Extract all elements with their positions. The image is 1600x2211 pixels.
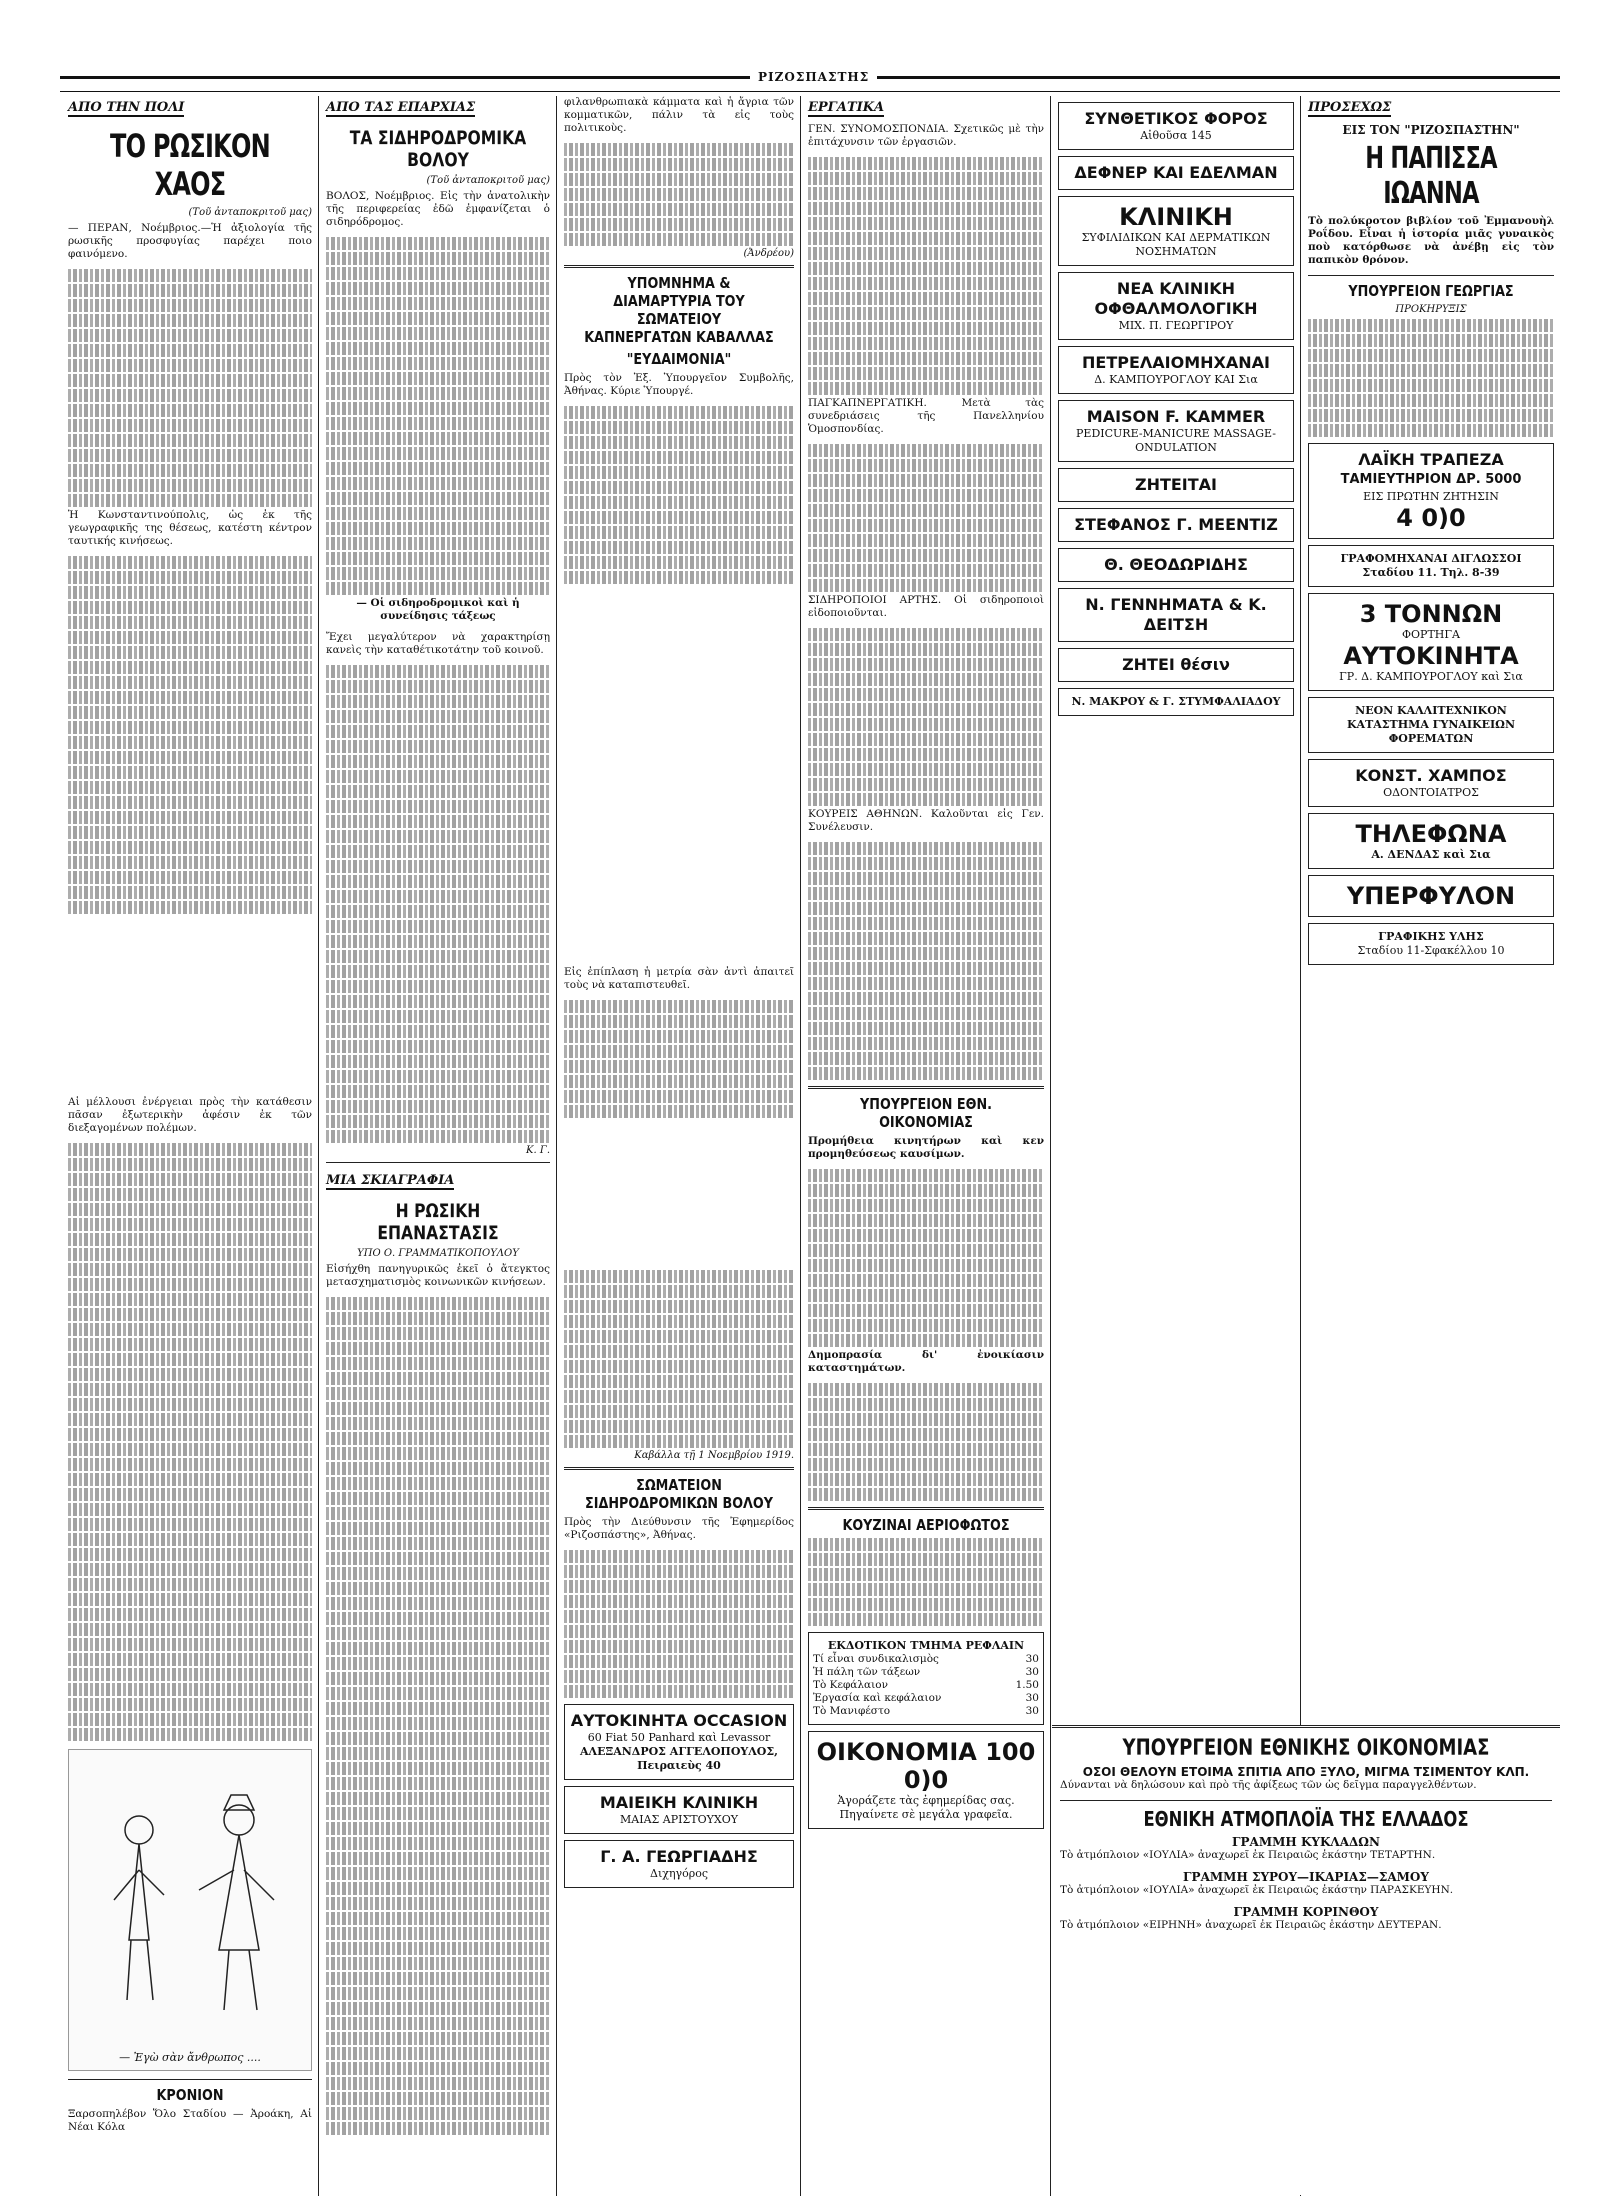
ad-title: Θ. ΘΕΟΔΩΡΙΔΗΣ <box>1104 555 1248 574</box>
article-title: ΤΑ ΣΙΔΗΡΟΔΡΟΜΙΚΑ ΒΟΛΟΥ <box>349 127 527 171</box>
feature-title: Η ΠΑΠΙΣΣΑ ΙΩΑΝΝΑ <box>1365 141 1497 211</box>
ad-contact: ΑΛΕΞΑΝΔΡΟΣ ΑΓΓΕΛΟΠΟΥΛΟΣ, Πειραιεὺς 40 <box>580 1745 778 1772</box>
bottom-notices <box>1052 1725 1560 2195</box>
article-lead: Πρὸς τὸν Ἐξ. Ὑπουργεῖον Συμβολῆς, Ἀθήνας. Κύριε Ὑπουργέ. <box>564 372 794 397</box>
ad-owner: ΓΡ. Δ. ΚΑΜΠΟΥΡΟΓΛΟΥ καὶ Σια <box>1339 670 1523 683</box>
ad-title: ΛΑΪΚΗ ΤΡΑΠΕΖΑ <box>1358 450 1504 469</box>
ad-title: ΓΡΑΦΟΜΗΧΑΝΑΙ ΔΙΓΛΩΣΣΟΙ <box>1340 552 1522 565</box>
shipping-title: ΕΘΝΙΚΗ ΑΤΜΟΠΛΟΪΑ ΤΗΣ ΕΛΛΑΔΟΣ <box>1143 1807 1469 1831</box>
ad-phone: Σταδίου 11. Τηλ. 8-39 <box>1362 566 1500 579</box>
ad-title: Ν. ΜΑΚΡΟΥ & Γ. ΣΤΥΜΦΑΛΙΑΔΟΥ <box>1071 695 1281 708</box>
advertisement <box>1058 548 1294 582</box>
masthead-title: ΡΙΖΟΣΠΑΣΤΗΣ <box>750 70 877 84</box>
article-text-block <box>564 1000 794 1118</box>
ad-text: 60 Fiat 50 Panhard καὶ Levassor <box>587 1731 771 1744</box>
ad-title: ΑΥΤΟΚΙΝΗΤΑ OCCASION <box>570 1711 788 1730</box>
column-4 <box>802 96 1050 2206</box>
ad-title: ΖΗΤΕΙ θέσιν <box>1122 655 1230 674</box>
footer-text: Ξαρσοπηλέβον Ὅλο Σταδίου — Ἀροάκη, Αἱ Νέαι Κόλα <box>68 2108 312 2133</box>
section-kicker: ΜΙΑ ΣΚΙΑΓΡΑΦΙΑ <box>326 1173 455 1188</box>
ad-title: ΣΥΝΘΕΤΙΚΟΣ ΦΟΡΟΣ <box>1084 109 1268 128</box>
advertisement <box>1308 759 1554 807</box>
price-list-item: Ἐργασία καὶ κεφάλαιον <box>813 1692 942 1704</box>
advertisement <box>564 1786 794 1834</box>
column-rule <box>1050 96 1051 2196</box>
ad-title: Ν. ΓΕΝΝΗΜΑΤΑ & Κ. ΔΕΙΤΣΗ <box>1085 595 1267 634</box>
ad-title: ΚΟΝΣΤ. ΧΑΜΠΟΣ <box>1355 766 1507 785</box>
ad-headline: ΑΥΤΟΚΙΝΗΤΑ <box>1343 642 1519 670</box>
ad-subtitle: ΟΔΟΝΤΟΙΑΤΡΟΣ <box>1383 786 1479 799</box>
route-text: Τὸ ἀτμόπλοιον «ΙΟΥΛΙΑ» ἀναχωρεῖ ἐκ Πειραιῶς ἑκάστην ΤΕΤΑΡΤΗΝ. <box>1060 1849 1436 1861</box>
advertisement <box>1308 545 1554 587</box>
article-text-block <box>564 1270 794 1448</box>
article-text-block <box>326 237 550 595</box>
advertisement <box>1308 813 1554 869</box>
article-paragraph: φιλανθρωπιακὰ κάμματα καὶ ἡ ἄγρια τῶν κομματικῶν, πάλιν τὰ εἰς τοὺς πολιτικοὺς. <box>564 96 794 134</box>
ad-subtitle: PEDICURE-MANICURE MASSAGE-ONDULATION <box>1076 427 1276 454</box>
cartoon-caption: — Ἐγὼ σὰν ἄνθρωπος .... <box>119 2051 261 2064</box>
article-signature: Κ. Γ. <box>526 1145 550 1156</box>
ad-title: ΥΠΕΡΦΥΛΟΝ <box>1346 882 1516 910</box>
price-list-price: 30 <box>1025 1705 1039 1717</box>
article-title: ΚΟΥΖΙΝΑΙ ΑΕΡΙΟΦΩΤΟΣ <box>842 1516 1010 1534</box>
ad-subtitle: ΤΑΜΙΕΥΤΗΡΙΟΝ ΔΡ. 5000 <box>1340 472 1522 487</box>
advertisement <box>1058 688 1294 716</box>
article-paragraph: Εἰς ἐπίπλαση ἡ μετρία σὰν ἀντὶ ἀπαιτεῖ τοὺς νὰ καταπιστευθεῖ. <box>564 966 794 991</box>
ad-rate: 4 0)0 <box>1396 504 1466 532</box>
article-paragraph: ΣΙΔΗΡΟΠΟΙΟΙ ΑΡΤΗΣ. Οἱ σιδηροποιοὶ εἰδοποιοῦνται. <box>808 594 1044 619</box>
notice-text: Δύνανται νὰ δηλώσουν καὶ πρὸ τῆς ἀφίξεως τῶν ὡς δεῖγμα παραγγελθέντων. <box>1060 1779 1477 1791</box>
article-subtitle: "ΕΥΔΑΙΜΟΝΙΑ" <box>626 350 732 368</box>
route-title: ΓΡΑΜΜΗ ΚΟΡΙΝΘΟΥ <box>1233 1905 1379 1919</box>
advertisement <box>1058 648 1294 682</box>
price-list-row <box>813 1666 1039 1679</box>
price-list-price: 1.50 <box>1015 1679 1039 1691</box>
feature-lead-in: ΕΙΣ ΤΟΝ "ΡΙΖΟΣΠΑΣΤΗΝ" <box>1342 123 1520 137</box>
section-kicker: ΑΠΟ ΤΗΝ ΠΟΛΙ <box>68 100 185 115</box>
column-rule <box>800 96 801 2196</box>
column-2 <box>320 96 556 2206</box>
price-list-row <box>813 1705 1039 1718</box>
advertisement <box>1058 102 1294 150</box>
article-subhead: — Οἱ σιδηροδρομικοὶ καὶ ἡ συνείδησις τάξεως <box>356 597 520 622</box>
column-1 <box>62 96 318 2206</box>
price-list-item: Ἡ πάλη τῶν τάξεων <box>813 1666 921 1678</box>
ad-title: ΝΕΑ ΚΛΙΝΙΚΗ ΟΦΘΑΛΜΟΛΟΓΙΚΗ <box>1094 279 1258 318</box>
ad-title: ΠΕΤΡΕΛΑΙΟΜΗΧΑΝΑΙ <box>1082 353 1270 372</box>
notice-text-block <box>1308 319 1554 437</box>
advertisement <box>564 1840 794 1888</box>
price-list <box>808 1632 1044 1725</box>
article-paragraph: Προμήθεια κινητήρων καὶ κεν προμηθεύσεως καυσίμων. <box>808 1135 1044 1160</box>
advertisement <box>1058 272 1294 340</box>
route-title: ΓΡΑΜΜΗ ΚΥΚΛΑΔΩΝ <box>1232 1835 1380 1849</box>
article-text-block <box>326 1297 550 2135</box>
ad-subtitle: ΜΙΧ. Π. ΓΕΩΡΓΙΡΟΥ <box>1118 319 1234 332</box>
cartoon-figures-icon <box>69 1750 309 2050</box>
advertisement <box>808 1731 1044 1829</box>
price-list-item: Τί εἶναι συνδικαλισμὸς <box>813 1653 939 1665</box>
notice-title: ΥΠΟΥΡΓΕΙΟΝ ΓΕΩΡΓΙΑΣ <box>1348 282 1514 300</box>
article-lead: — ΠΕΡΑΝ, Νοέμβριος.—Ἡ ἀξιολογία τῆς ρωσικῆς προσφυγίας παρέχει ποιο φαινόμενο. <box>68 222 312 260</box>
footer-title: ΚΡΟΝΙΟΝ <box>156 2086 224 2104</box>
advertisement <box>1308 875 1554 917</box>
ad-subtitle: ΣΥΦΙΛΙΔΙΚΩΝ ΚΑΙ ΔΕΡΜΑΤΙΚΩΝ ΝΟΣΗΜΑΤΩΝ <box>1081 231 1271 258</box>
section-kicker: ΠΡΟΣΕΧΩΣ <box>1308 100 1392 115</box>
article-title: Η ΡΩΣΙΚΗ ΕΠΑΝΑΣΤΑΣΙΣ <box>377 1200 499 1244</box>
ad-phone: Σταδίου 11-Σφακέλλου 10 <box>1357 944 1505 957</box>
column-3 <box>558 96 800 2206</box>
ad-text: Ἀγοράζετε τὰς ἐφημερίδας σας. Πηγαίνετε σὲ μεγάλα γραφεῖα. <box>837 1794 1015 1821</box>
advertisement <box>1058 588 1294 642</box>
ad-title: ΓΡΑΦΙΚΗΣ ΥΛΗΣ <box>1378 930 1484 943</box>
article-paragraph: Ἡ Κωνσταντινούπολις, ὡς ἐκ τῆς γεωγραφικῆς της θέσεως, κατέστη κέντρον ταυτικής κινήσεως. <box>68 509 312 547</box>
article-text-block <box>808 628 1044 806</box>
notice-subtitle: ΟΣΟΙ ΘΕΛΟΥΝ ΕΤΟΙΜΑ ΣΠΙΤΙΑ ΑΠΟ ΞΥΛΟ, ΜΙΓΜΑ ΤΣΙΜΕΝΤΟΥ ΚΛΠ. <box>1082 1765 1530 1779</box>
article-paragraph: Δημοπρασία δι' ἐνοικίασιν καταστημάτων. <box>808 1349 1044 1374</box>
article-paragraph: Αἱ μέλλουσι ἐνέργειαι πρὸς τὴν κατάθεσιν πᾶσαν ἐξωτερικὴν ἀφέσιν ἐκ τῶν διεξαγομένων πολέμων. <box>68 1096 312 1134</box>
ad-title: ΜΑΙΕΙΚΗ ΚΛΙΝΙΚΗ <box>599 1793 759 1812</box>
article-date: Καβάλλα τῇ 1 Νοεμβρίου 1919. <box>634 1450 794 1461</box>
ad-title: ΝΕΟΝ ΚΑΛΛΙΤΕΧΝΙΚΟΝ ΚΑΤΑΣΤΗΜΑ ΓΥΝΑΙΚΕΙΩΝ ΦΟΡΕΜΑΤΩΝ <box>1346 704 1516 745</box>
price-list-title: ΕΚΔΟΤΙΚΟΝ ΤΜΗΜΑ ΡΕΦΛΑΙΝ <box>827 1639 1025 1652</box>
ad-subtitle: ΦΟΡΤΗΓΑ <box>1402 628 1460 641</box>
ad-title: ΖΗΤΕΙΤΑΙ <box>1134 475 1218 494</box>
price-list-item: Τὸ Κεφάλαιον <box>813 1679 888 1691</box>
route-title: ΓΡΑΜΜΗ ΣΥΡΟΥ—ΙΚΑΡΙΑΣ—ΣΑΜΟΥ <box>1183 1870 1429 1884</box>
notice-title: ΥΠΟΥΡΓΕΙΟΝ ΕΘΝΙΚΗΣ ΟΙΚΟΝΟΜΙΑΣ <box>1122 1736 1490 1761</box>
article-paragraph: Ἔχει μεγαλύτερον νὰ χαρακτηρίσῃ κανεὶς τὴν καταθέτικοτάτην τοῦ κοινοῦ. <box>326 631 550 656</box>
price-list-item: Τὸ Μανιφέστο <box>813 1705 891 1717</box>
article-text-block <box>68 556 312 914</box>
ad-title: Γ. Α. ΓΕΩΡΓΙΑΔΗΣ <box>600 1847 758 1866</box>
article-attribution: (Ἀνδρέου) <box>743 248 794 259</box>
article-text-block <box>808 157 1044 395</box>
advertisement <box>1308 443 1554 539</box>
masthead-rule <box>60 70 1560 92</box>
price-list-price: 30 <box>1025 1653 1039 1665</box>
ad-title: ΚΛΙΝΙΚΗ <box>1119 203 1233 231</box>
ad-subtitle: Α. ΔΕΝΔΑΣ καὶ Σια <box>1371 848 1491 861</box>
advertisement <box>1308 697 1554 753</box>
advertisement <box>1058 400 1294 462</box>
article-text-block <box>808 842 1044 1080</box>
ad-title: MAISON F. KAMMER <box>1086 407 1266 426</box>
article-lead: ΒΟΛΟΣ, Νοέμβριος. Εἰς τὴν ἀνατολικὴν τῆς περιφερείας ἐδῶ ἐμφανίζεται ὁ σιδηρόδρομος. <box>326 190 550 228</box>
route-text: Τὸ ἀτμόπλοιον «ΕΙΡΗΝΗ» ἀναχωρεῖ ἐκ Πειραιῶς ἑκάστην ΔΕΥΤΕΡΑΝ. <box>1060 1919 1442 1931</box>
article-lead: Εἰσήχθη πανηγυρικῶς ἐκεῖ ὁ ἄτεγκτος μετασχηματισμὸς κοινωνικῶν κινήσεων. <box>326 1263 550 1288</box>
article-byline: (Τοῦ ἀνταποκριτοῦ μας) <box>426 175 550 186</box>
article-paragraph: ΠΑΓΚΑΠΝΕΡΓΑΤΙΚΗ. Μετὰ τὰς συνεδριάσεις τῆς Πανελληνίου Ὁμοσπονδίας. <box>808 397 1044 435</box>
column-rule <box>556 96 557 2196</box>
article-text-block <box>808 444 1044 592</box>
article-lead: Πρὸς τὴν Διεύθυνσιν τῆς Ἐφημερίδος «Ριζοσπάστης», Ἀθήνας. <box>564 1516 794 1541</box>
section-kicker: ΕΡΓΑΤΙΚΑ <box>808 100 885 115</box>
ad-subtitle: ΜΑΙΑΣ ΑΡΙΣΤΟΥΧΟΥ <box>620 1813 738 1826</box>
advertisement <box>1308 923 1554 965</box>
advertisement <box>564 1704 794 1780</box>
ad-line: ΕΙΣ ΠΡΩΤΗΝ ΖΗΤΗΣΙΝ <box>1363 490 1499 503</box>
article-byline: ΥΠΟ Ο. ΓΡΑΜΜΑΤΙΚΟΠΟΥΛΟΥ <box>357 1248 519 1259</box>
feature-description: Τὸ πολύκροτον βιβλίον τοῦ Ἐμμανουὴλ Ροΐδου. Εἶναι ἡ ἱστορία μιᾶς γυναικὸς ποὺ κατόρθωσε νὰ ἀνέβῃ εἰς τὸν παπικὸν θρόνον. <box>1308 215 1554 266</box>
ad-title: ΤΗΛΕΦΩΝΑ <box>1355 820 1507 848</box>
ad-title: ΟΙΚΟΝΟΜΙΑ 100 0)0 <box>816 1738 1036 1794</box>
cartoon-illustration <box>68 1749 312 2071</box>
article-text-block <box>68 1143 312 1741</box>
ad-text: Αἰθοῦσα 145 <box>1140 129 1212 142</box>
price-list-price: 30 <box>1025 1692 1039 1704</box>
advertisement <box>1058 196 1294 266</box>
article-title: ΣΩΜΑΤΕΙΟΝ ΣΙΔΗΡΟΔΡΟΜΙΚΩΝ ΒΟΛΟΥ <box>585 1476 773 1512</box>
ad-title: 3 ΤΟΝΝΩΝ <box>1359 600 1503 628</box>
ad-subtitle: Διχηγόρος <box>650 1867 708 1880</box>
article-text-block <box>564 1550 794 1698</box>
section-kicker: ΑΠΟ ΤΑΣ ΕΠΑΡΧΙΑΣ <box>326 100 476 115</box>
article-text-block <box>564 143 794 246</box>
article-title: ΥΠΟΥΡΓΕΙΟΝ ΕΘΝ. ΟΙΚΟΝΟΜΙΑΣ <box>860 1095 992 1131</box>
article-title: ΤΟ ΡΩΣΙΚΟΝ ΧΑΟΣ <box>109 127 271 203</box>
article-paragraph: ΓΕΝ. ΣΥΝΟΜΟΣΠΟΝΔΙΑ. Σχετικῶς μὲ τὴν ἐπιτάχυνσιν τῶν ἐργασιῶν. <box>808 123 1044 148</box>
price-list-price: 30 <box>1025 1666 1039 1678</box>
article-byline: (Τοῦ ἀνταποκριτοῦ μας) <box>188 207 312 218</box>
article-title: ΥΠΟΜΝΗΜΑ & ΔΙΑΜΑΡΤΥΡΙΑ ΤΟΥ ΣΩΜΑΤΕΙΟΥ ΚΑΠΝΕΡΓΑΤΩΝ ΚΑΒΑΛΛΑΣ <box>584 274 774 346</box>
notice-subtitle: ΠΡΟΚΗΡΥΞΙΣ <box>1395 304 1467 315</box>
advertisement <box>1058 156 1294 190</box>
article-text-block <box>68 269 312 507</box>
column-rule <box>318 96 319 2196</box>
price-list-rows <box>813 1653 1039 1718</box>
price-list-row <box>813 1692 1039 1705</box>
article-text-block <box>564 406 794 584</box>
ad-subtitle: Δ. ΚΑΜΠΟΥΡΟΓΛΟΥ ΚΑΙ Σια <box>1094 373 1258 386</box>
ad-title: ΔΕΦΝΕΡ ΚΑΙ ΕΔΕΛΜΑΝ <box>1074 163 1278 182</box>
advertisement <box>1058 346 1294 394</box>
article-paragraph: ΚΟΥΡΕΙΣ ΑΘΗΝΩΝ. Καλοῦνται εἰς Γεν. Συνέλευσιν. <box>808 808 1044 833</box>
ad-title: ΣΤΕΦΑΝΟΣ Γ. ΜΕΕΝΤΙΖ <box>1074 515 1278 534</box>
article-text-block <box>808 1383 1044 1501</box>
article-text-block <box>808 1538 1044 1626</box>
article-text-block <box>808 1169 1044 1347</box>
route-text: Τὸ ἀτμόπλοιον «ΙΟΥΛΙΑ» ἀναχωρεῖ ἐκ Πειραιῶς ἑκάστην ΠΑΡΑΣΚΕΥΗΝ. <box>1060 1884 1454 1896</box>
article-text-block <box>326 665 550 1143</box>
price-list-row <box>813 1653 1039 1666</box>
advertisement <box>1308 593 1554 691</box>
advertisement <box>1058 468 1294 502</box>
price-list-row <box>813 1679 1039 1692</box>
advertisement <box>1058 508 1294 542</box>
